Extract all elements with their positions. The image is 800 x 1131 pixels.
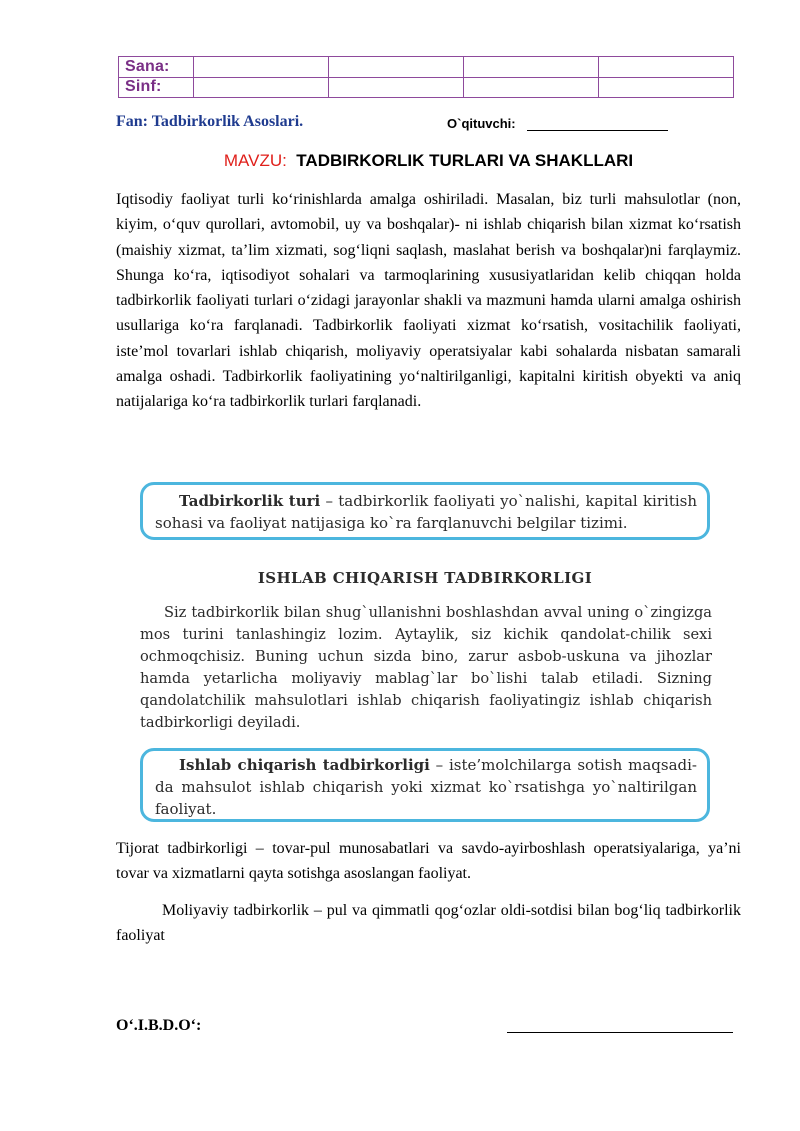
definition-box	[140, 482, 710, 540]
definition-text: – iste’molchilarga sotish maqsadi-da mahsulot ishlab chiqarish yoki xizmat ko`rsatishga yo`naltirilgan faoliyat.	[155, 756, 697, 818]
trade-paragraph: Tijorat tadbirkorligi – tovar-pul munosabatlari va savdo-ayirboshlash operatsiyalariga, ya’ni tovar va xizmatlarni qayta sotishga asoslangan faoliyat.	[116, 840, 741, 883]
date-cell[interactable]	[464, 57, 599, 78]
footer-label: O‘.I.B.D.O‘:	[116, 1017, 202, 1034]
topic-title: TADBIRKORLIK TURLARI VA SHAKLLARI	[296, 151, 634, 170]
definition-term: Tadbirkorlik turi	[179, 492, 321, 510]
class-cell[interactable]	[194, 77, 329, 98]
date-cell[interactable]	[329, 57, 464, 78]
date-cell[interactable]	[599, 57, 734, 78]
class-cell[interactable]	[464, 77, 599, 98]
topic-prefix: MAVZU:	[223, 151, 287, 170]
class-cell[interactable]	[599, 77, 734, 98]
table-row	[119, 77, 734, 98]
definition-text: – tadbirkorlik faoliyati yo`nalishi, kapital kiritish sohasi va faoliyat natijasiga ko`ra farqlanuvchi belgilar tizimi.	[155, 492, 698, 532]
table-row	[119, 57, 734, 78]
date-cell[interactable]	[194, 57, 329, 78]
teacher-label: O`qituvchi:	[447, 116, 516, 131]
section-paragraph: Siz tadbirkorlik bilan shug`ullanishni boshlashdan avval uning o`zingizga mos turini tanlashingiz lozim. Aytaylik, siz kichik qandolat-chilik sexi ochmoqchisiz. Buning uchun sizda bino, zarur asbob-uskuna va jihozlar hamda yetarlicha moliyaviy mablag`lar bo`lishi talab etiladi. Sizning qandolatchilik mahsulotlari ishlab chiqarish faoliyatingiz ishlab chiqarish tadbirkorligi deyiladi.	[140, 604, 712, 731]
class-label: Sinf:	[119, 77, 194, 98]
date-class-table	[118, 56, 734, 98]
class-cell[interactable]	[329, 77, 464, 98]
teacher-signature-line[interactable]	[527, 130, 668, 131]
footer-signature-line[interactable]	[507, 1032, 733, 1033]
date-label: Sana:	[119, 57, 194, 78]
subject-title: Fan: Tadbirkorlik Asoslari.	[116, 113, 304, 130]
section-heading: ISHLAB CHIQARISH TADBIRKORLIGI	[257, 569, 593, 587]
topic-heading	[116, 151, 741, 171]
finance-paragraph: Moliyaviy tadbirkorlik – pul va qimmatli qog‘ozlar oldi-sotdisi bilan bog‘liq tadbirkorlik faoliyat	[116, 902, 741, 945]
definition-box	[140, 748, 710, 822]
intro-paragraph: Iqtisodiy faoliyat turli ko‘rinishlarda amalga oshiriladi. Masalan, biz turli mahsulotlar (non, kiyim, o‘quv qurollari, avtomobil, uy va boshqalar)- ni ishlab chiqarish bilan xizmat ko‘rsatish (maishiy xizmat, ta’lim xizmati, sog‘liqni saqlash, maslahat berish va boshqalar)ni farqlaymiz. Shunga ko‘ra, iqtisodiyot sohalari va tarmoqlarining xususiyatlaridan kelib chiqqan holda tadbirkorlik faoliyati turlari o‘zidagi jarayonlar shakli va mazmuni hamda ularni amalga oshirish usullariga ko‘ra farqlanadi. Tadbirkorlik faoliyati xizmat ko‘rsatish, vositachilik faoliyati, iste’mol tovarlari ishlab chiqarish, moliyaviy operatsiyalar kabi sohalarda nisbatan samarali amalga oshadi. Tadbirkorlik faoliyatining yo‘naltirilganligi, kapitalni kiritish obyekti va aniq natijalariga ko‘ra tadbirkorlik turlari farqlanadi.	[116, 191, 741, 411]
definition-term: Ishlab chiqarish tadbirkorligi	[179, 756, 430, 774]
